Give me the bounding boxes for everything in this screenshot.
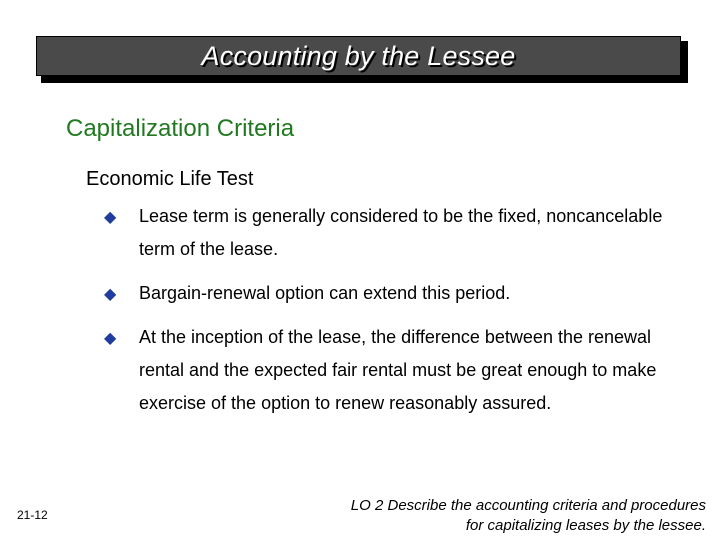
bullet-text: Bargain-renewal option can extend this period. <box>139 283 511 303</box>
bullet-icon: ◆ <box>104 284 117 303</box>
bullet-item <box>104 200 684 266</box>
learning-objective-line-2: for capitalizing leases by the lessee. <box>465 517 706 534</box>
bullet-text: At the inception of the lease, the difference between the renewal rental and the expected fair rental must be great enough to make exercise of the option to renew reasonably assured. <box>139 327 657 413</box>
bullet-icon: ◆ <box>104 207 117 226</box>
bullet-list <box>104 200 684 420</box>
bullet-item <box>104 321 684 420</box>
slide-number: 21-12 <box>17 508 48 522</box>
title-bar <box>36 36 681 76</box>
bullet-icon: ◆ <box>104 328 117 347</box>
bullet-item <box>104 277 684 310</box>
subheading: Economic Life Test <box>86 168 254 190</box>
learning-objective-line-1: LO 2 Describe the accounting criteria and procedures <box>350 497 706 514</box>
learning-objective <box>351 496 706 536</box>
section-heading: Capitalization Criteria <box>66 115 295 142</box>
bullet-text: Lease term is generally considered to be the fixed, noncancelable term of the lease. <box>139 206 663 259</box>
slide-title: Accounting by the Lessee <box>201 40 516 71</box>
